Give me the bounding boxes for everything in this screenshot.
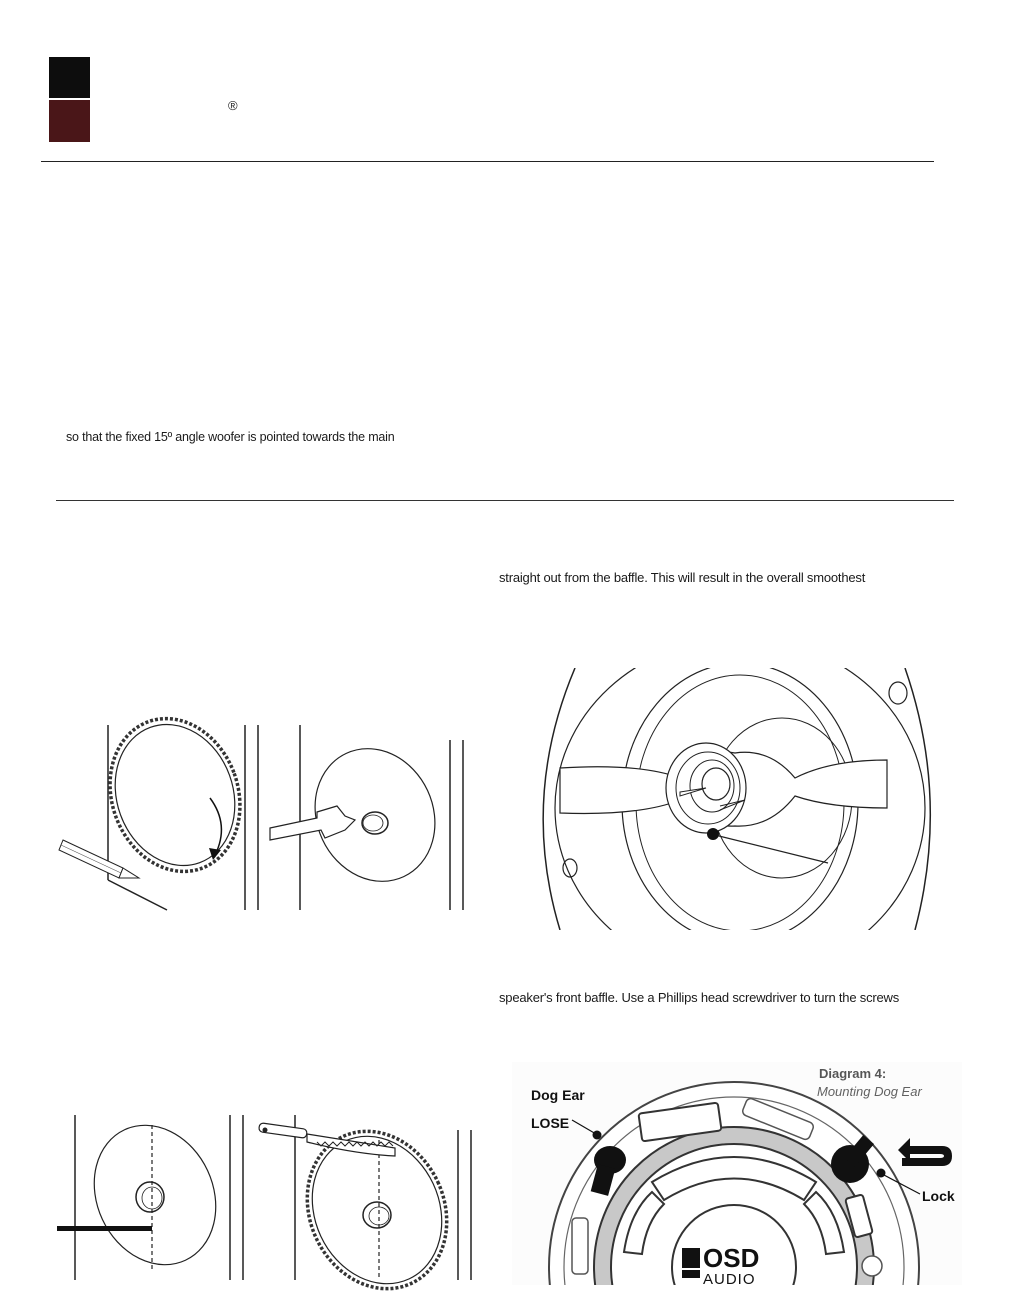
dog-ear-label: Dog Ear [531, 1087, 585, 1103]
registered-mark: ® [228, 98, 238, 113]
speaker-tweeter-illustration [530, 668, 950, 933]
header-divider [41, 161, 934, 162]
diagram4-subtitle: Mounting Dog Ear [817, 1084, 922, 1099]
woofer-angle-text: so that the fixed 15º angle woofer is pointed towards the main [66, 430, 395, 444]
diagram4-title: Diagram 4: [819, 1066, 887, 1081]
brand-logo-text: OSD [703, 1243, 760, 1273]
section-divider [56, 500, 954, 501]
cutout-illustration [55, 1110, 480, 1285]
lock-label: Lock [922, 1188, 955, 1204]
logo-block-black [49, 57, 90, 98]
brand-logo-subtext: AUDIO [703, 1271, 756, 1288]
dog-ear-diagram [512, 1062, 962, 1287]
baffle-text: straight out from the baffle. This will result in the overall smoothest [499, 570, 866, 585]
trace-and-drill-illustration [55, 720, 475, 920]
lose-label: LOSE [531, 1115, 570, 1131]
logo-block-maroon [49, 100, 90, 142]
screwdriver-text: speaker's front baffle. Use a Phillips head screwdriver to turn the screws [499, 990, 900, 1005]
